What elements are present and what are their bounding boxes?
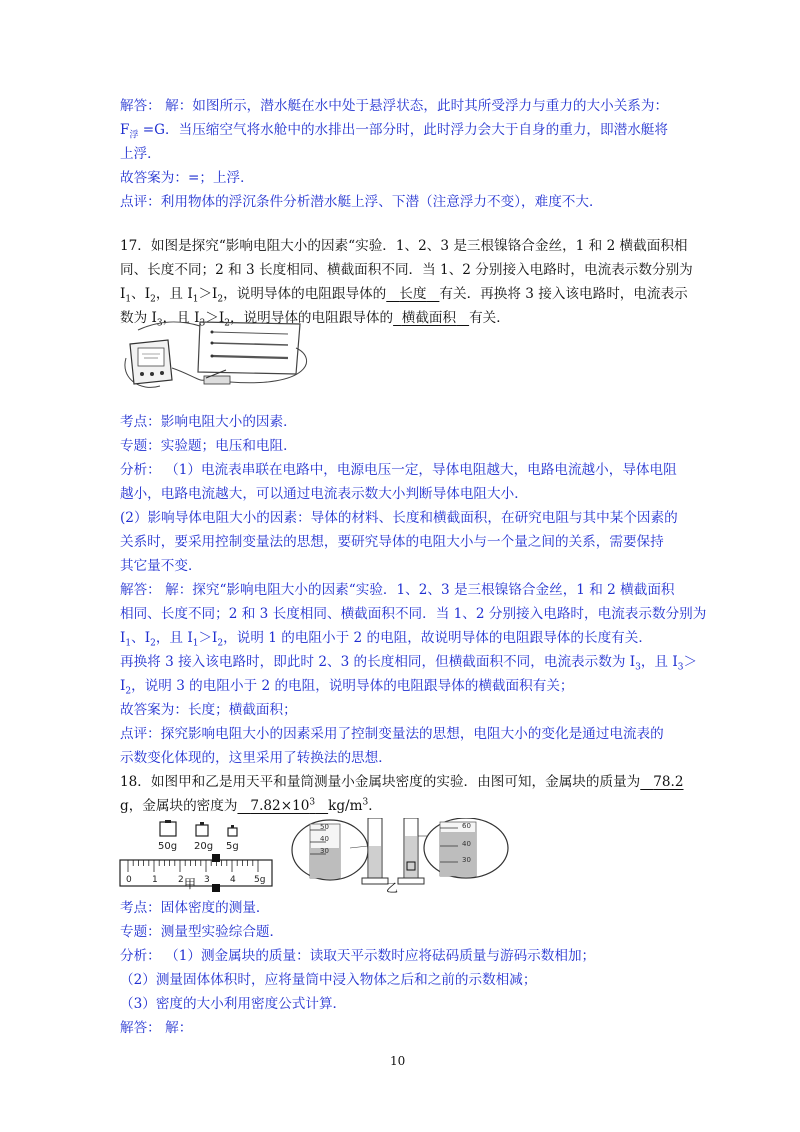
- cyl1-tick-50: 50: [320, 823, 329, 831]
- q17-line1: 17．如图是探究“影响电阻大小的因素“实验．1、2、3 是三根镍铬合金丝，1 和 2 横截面积相: [120, 238, 688, 254]
- q17-fenxi1: 分析： （1）电流表串联在电路中，电源电压一定，导体电阻越大，电路电流越小，导体电阻: [120, 462, 677, 478]
- weight-50g-icon: [160, 822, 176, 836]
- weight-label-50g: 50g: [158, 841, 178, 852]
- cyl2-tick-60: 60: [462, 822, 471, 830]
- page-number: 10: [390, 1054, 406, 1068]
- prev-answer-line2: $F_浮 =G$．当压缩空气将水舱中的水排出一部分时，此时浮力会大于自身的重力，即潜水艇将: [120, 122, 668, 141]
- scale-label-0: 0: [126, 875, 132, 885]
- prev-answer-comment: 点评：利用物体的浮沉条件分析潜水艇上浮、下潜（注意浮力不变），难度不大．: [120, 194, 603, 210]
- scale-label-1: 1: [152, 875, 158, 885]
- fig-label-jia: 甲: [184, 877, 197, 891]
- rider-icon: [212, 854, 220, 862]
- q17-comment1: 点评：探究影响电阻大小的因素采用了控制变量法的思想，电阻大小的变化是通过电流表的: [120, 726, 664, 742]
- q17-circuit-figure: [120, 318, 320, 396]
- weight-label-20g: 20g: [194, 841, 214, 852]
- q18-kaodian: 考点：固体密度的测量．: [120, 900, 270, 916]
- prev-answer-line1: 解答： 解：如图所示，潜水艇在水中处于悬浮状态，此时其所受浮力与重力的大小关系为：: [120, 98, 669, 114]
- q18-fenxi1: 分析： （1）测金属块的质量：读取天平示数时应将砝码质量与游码示数相加；: [120, 948, 596, 964]
- q17-jieda1: 解答： 解：探究“影响电阻大小的因素“实验．1、2、3 是三根镍铬合金丝，1 和 2 横截面积: [120, 582, 675, 598]
- cyl1-tick-40: 40: [320, 835, 329, 843]
- q17-zhuanti: 专题：实验题；电压和电阻．: [120, 438, 297, 454]
- q18-zhuanti: 专题：测量型实验综合题．: [120, 924, 284, 940]
- q17-kaodian: 考点：影响电阻大小的因素．: [120, 414, 297, 430]
- q18-jieda: 解答： 解：: [120, 1020, 193, 1036]
- weight-label-5g: 5g: [226, 841, 239, 852]
- q17-fenxi3: (2）影响导体电阻大小的因素：导体的材料、长度和横截面积，在研究电阻与其中某个因素的: [120, 510, 678, 526]
- scale-label-4: 4: [230, 875, 236, 885]
- prev-answer-line3: 上浮．: [120, 146, 161, 162]
- cyl2-tick-40: 40: [462, 840, 471, 848]
- cyl2-tick-30: 30: [462, 856, 471, 864]
- q18-fenxi2: （2）测量固体体积时，应将量筒中浸入物体之后和之前的示数相减；: [120, 972, 537, 988]
- q18-blank-density: $7.82\times 10^3$: [250, 797, 316, 814]
- q17-answer: 故答案为：长度；横截面积；: [120, 702, 297, 718]
- q18-line1: 18．如图甲和乙是用天平和量筒测量小金属块密度的实验．由图可知，金属块的质量为 78.2: [120, 774, 684, 790]
- q18-fenxi3: （3）密度的大小利用密度公式计算．: [120, 996, 347, 1012]
- weight-5g-icon: [228, 828, 237, 836]
- q17-jieda2: 相同、长度不同；2 和 3 长度相同、横截面积不同．当 1、2 分别接入电路时，电流表示数分别为: [120, 606, 707, 622]
- q18-balance-figure: [118, 820, 288, 900]
- fig-label-yi: 乙: [386, 881, 399, 895]
- cyl1-tick-30: 30: [320, 847, 329, 855]
- q17-line4: 数为 $I_3$，且 $I_3>I_2$，说明导体的电阻跟导体的 横截面积 有关．: [120, 310, 510, 329]
- scale-label-5g: 5g: [254, 875, 266, 885]
- q17-jieda3: $I_1$、$I_2$，且 $I_1>I_2$，说明 1 的电阻小于 2 的电阻，故说明导体的电阻跟导体的长度有关．: [120, 630, 652, 649]
- q18-blank-mass: 78.2: [653, 774, 684, 790]
- q17-line2: 同、长度不同；2 和 3 长度相同、横截面积不同．当 1、2 分别接入电路时，电流表示数分别为: [120, 262, 693, 278]
- q17-comment2: 示数变化体现的，这里采用了转换法的思想．: [120, 750, 392, 766]
- q18-cylinder-figure: [280, 818, 520, 890]
- q17-blank-length: 长度: [399, 286, 427, 302]
- q17-line3: $I_1$、$I_2$，且 $I_1>I_2$，说明导体的电阻跟导体的 长度 有关．再换将 3 接入该电路时，电流表示: [120, 286, 688, 305]
- weight-20g-icon: [196, 825, 208, 836]
- scale-label-3: 3: [204, 875, 210, 885]
- q17-fenxi4: 关系时，要采用控制变量法的思想，要研究导体的电阻大小与一个量之间的关系，需要保持: [120, 534, 664, 550]
- prev-answer-final: 故答案为：=；上浮．: [120, 170, 254, 186]
- scale-label-2: 2: [178, 875, 184, 885]
- q17-fenxi2: 越小，电路电流越大，可以通过电流表示数大小判断导体电阻大小．: [120, 486, 528, 502]
- q17-blank-area: 横截面积: [401, 310, 457, 326]
- q17-fenxi5: 其它量不变．: [120, 558, 202, 574]
- q17-jieda4: 再换将 3 接入该电路时，即此时 2、3 的长度相同，但横截面积不同，电流表示数为 $I_3$，且 $I_3>$: [120, 654, 698, 673]
- q17-jieda5: $I_2$，说明 3 的电阻小于 2 的电阻，说明导体的电阻跟导体的横截面积有关；: [120, 678, 574, 697]
- q18-line2: g，金属块的密度为 $7.82\times 10^3$ $kg/m^3$．: [120, 797, 382, 814]
